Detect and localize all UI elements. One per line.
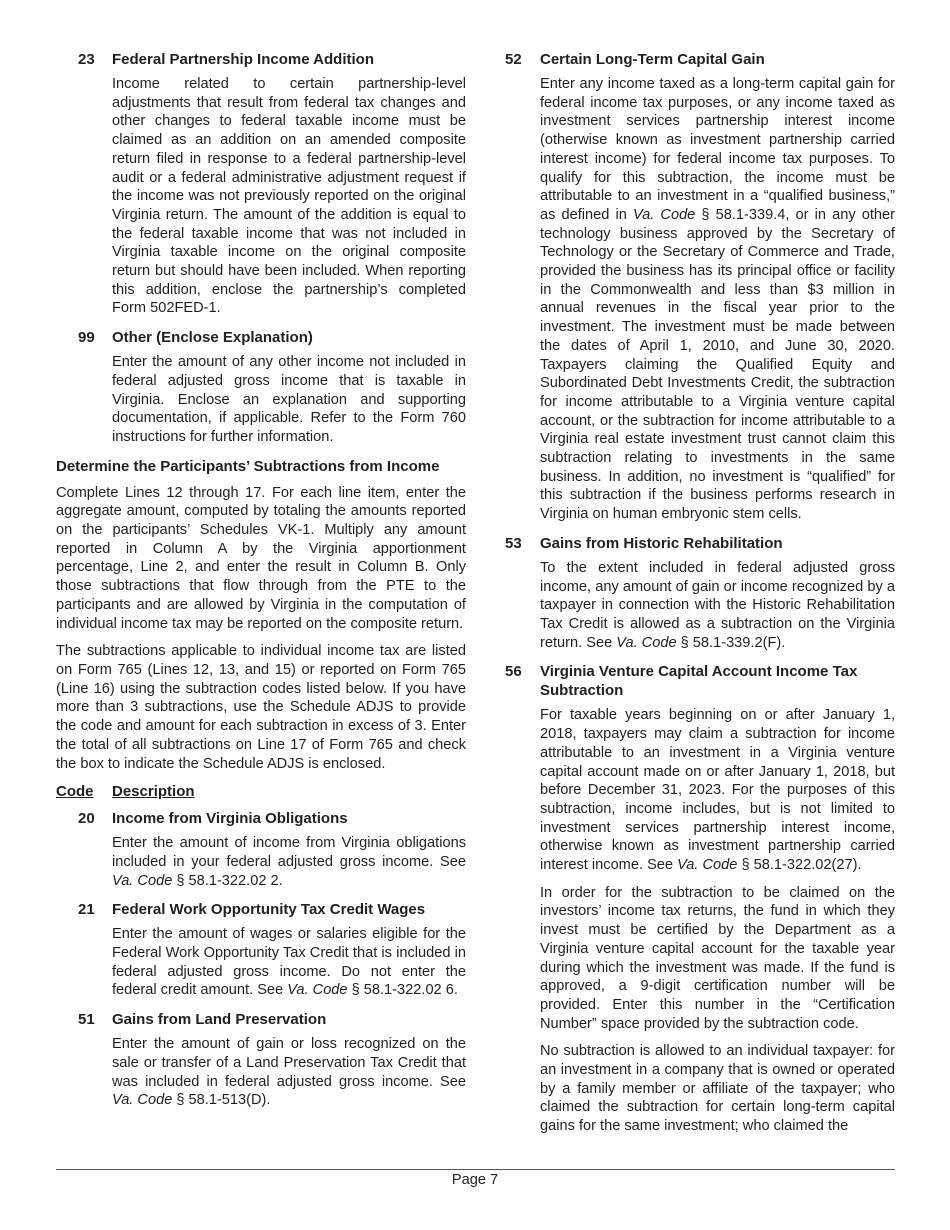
item-heading [505,50,895,69]
item-body [540,559,895,653]
item-code: 53 [505,534,522,552]
item-title: Gains from Historic Rehabilitation [540,534,783,552]
description-column-header: Description [112,783,195,801]
paragraph: Complete Lines 12 through 17. For each line item, enter the aggregate amount, computed by totaling the amounts reported on the participants’ Schedules VK-1. Multiply any amount reported in Column A by the Virginia apportionment percentage, Line 2, and enter the result in Column B. Only those subtractions that flow through from the PTE to the participants and are allowed by Virginia in the computation of individual income tax may be reported on the composite return. [56,484,466,632]
item-heading [505,662,895,700]
item-body [112,353,466,447]
item-text: Income related to certain partnership-level adjustments that result from federal tax changes and other changes to federal taxable income must be claimed as an addition on an amended composite return filed in response to a federal partnership-level audit or a federal administrative adjustment request if the income was not previously reported on the original Virginia return. The amount of the addition is equal to the federal taxable income that was not included in Virginia taxable income on the original composite return but should have been included. When reporting this addition, enclose the partnership’s completed Form 502FED-1. [112,76,466,317]
item-code: 23 [78,51,95,68]
page-number: Page 7 [451,1172,499,1188]
item-code: 99 [78,329,95,347]
item-body [540,75,895,524]
item-text: To the extent included in federal adjusted gross income, any amount of gain or income recognized by a taxpayer in connection with the Historic Rehabilitation Tax Credit is allowed as a subtraction on the Virginia return. See Va. Code § 58.1-339.2(F). [540,559,895,651]
item-heading [505,534,895,553]
item-code: 52 [505,51,522,68]
item-text: No subtraction is allowed to an individual taxpayer: for an investment in a company that is owned or operated by a family member or affiliate of the taxpayer; who claimed the subtraction for certain long-term capital gains for the same investment; who claimed the [540,1043,895,1135]
item-heading [56,809,466,828]
item-title: Federal Work Opportunity Tax Credit Wages [112,901,426,919]
item-title: Virginia Venture Capital Account Income Tax Subtraction [540,663,858,700]
item-text: For taxable years beginning on or after January 1, 2018, taxpayers may claim a subtraction for income attributable to an investment in a Virginia venture capital account made on or after January 1, 2018, but before December 31, 2023. For the purposes of this subtraction, income includes, but is not limited to investment services partnership interest income, otherwise known as investment partnership carried interest income. See Va. Code § 58.1-322.02(27). [540,707,895,874]
item-body [112,834,466,890]
item-text: Enter the amount of any other income not included in federal adjusted gross income that is taxable in Virginia. Enclose an explanation and supporting documentation, if applicable. Refer to the Form 760 instructions for further information. [112,354,466,445]
item-text: Enter the amount of wages or salaries eligible for the Federal Work Opportunity Tax Credit that is included in federal adjusted gross income. Do not enter the federal credit amount. See Va. Code § 58.1-322.02 6. [112,926,466,999]
right-column [505,50,895,1146]
left-column [56,50,466,1120]
item-text: Enter the amount of income from Virginia obligations included in your federal adjusted gross income. See Va. Code § 58.1-322.02 2. [112,835,466,889]
item-heading [56,50,466,69]
item-code: 20 [78,810,95,828]
item-body [112,925,466,1000]
item-text: Enter any income taxed as a long-term capital gain for federal income tax purposes, or any income taxed as investment services partnership interest income (otherwise known as investment partnership carried interest income) for federal income tax purposes. To qualify for this subtraction, the income must be attributable to an investment in a “qualified business,” as defined in Va. Code § 58.1-339.4, or in any other technology business approved by the Secretary of Technology or the Secretary of Commerce and Trade, provided the business has its principal office or facility in the Commonwealth and less than $3 million in annual revenues in the fiscal year prior to the investment. The investment must be made between the dates of April 1, 2010, and June 30, 2020. Taxpayers claiming the Qualified Equity and Subordinated Debt Investments Credit, the subtraction for income attributable to a Virginia venture capital account, or the subtraction for income attributable to a Virginia real estate investment trust cannot claim this subtraction relating to investments in the same business. In addition, no investment is “qualified” for this subtraction if the business performs research in Virginia on human embryonic stem cells. [540,76,895,523]
item-title: Income from Virginia Obligations [112,810,348,828]
item-title: Certain Long-Term Capital Gain [540,51,765,68]
item-title: Gains from Land Preservation [112,1011,327,1029]
item-text: Enter the amount of gain or loss recognized on the sale or transfer of a Land Preservation Tax Credit that was included in federal adjusted gross income. See Va. Code § 58.1-513(D). [112,1036,466,1109]
item-body [112,1035,466,1110]
code-column-header: Code [56,783,94,801]
item-code: 51 [78,1011,95,1029]
item-heading [56,1010,466,1029]
section-heading: Determine the Participants’ Subtractions from Income [56,457,440,475]
item-code: 21 [78,901,95,919]
item-text: In order for the subtraction to be claimed on the investors’ income tax returns, the fund in which they invest must be certified by the Department as a Virginia venture capital account for the taxable year during which the investment was made. If the fund is approved, a 9-digit certification number will be provided. Enter this number in the “Certification Number” space provided by the subtraction code. [540,884,895,1032]
item-heading [56,328,466,347]
footer-divider [56,1169,895,1170]
code-description-header [56,782,466,801]
item-code: 56 [505,663,522,681]
item-title: Other (Enclose Explanation) [112,329,313,347]
paragraph: The subtractions applicable to individual income tax are listed on Form 765 (Lines 12, 13, and 15) or reported on Form 765 (Line 16) using the subtraction codes listed below. If you have more than 3 subtractions, use the Schedule ADJS to provide the code and amount for each subtraction in excess of 3. Enter the total of all subtractions on Line 17 of Form 765 and check the box to indicate the Schedule ADJS is enclosed. [56,643,466,772]
item-heading [56,900,466,919]
item-title: Federal Partnership Income Addition [112,51,374,68]
item-body [112,75,466,318]
item-body [540,706,895,1135]
